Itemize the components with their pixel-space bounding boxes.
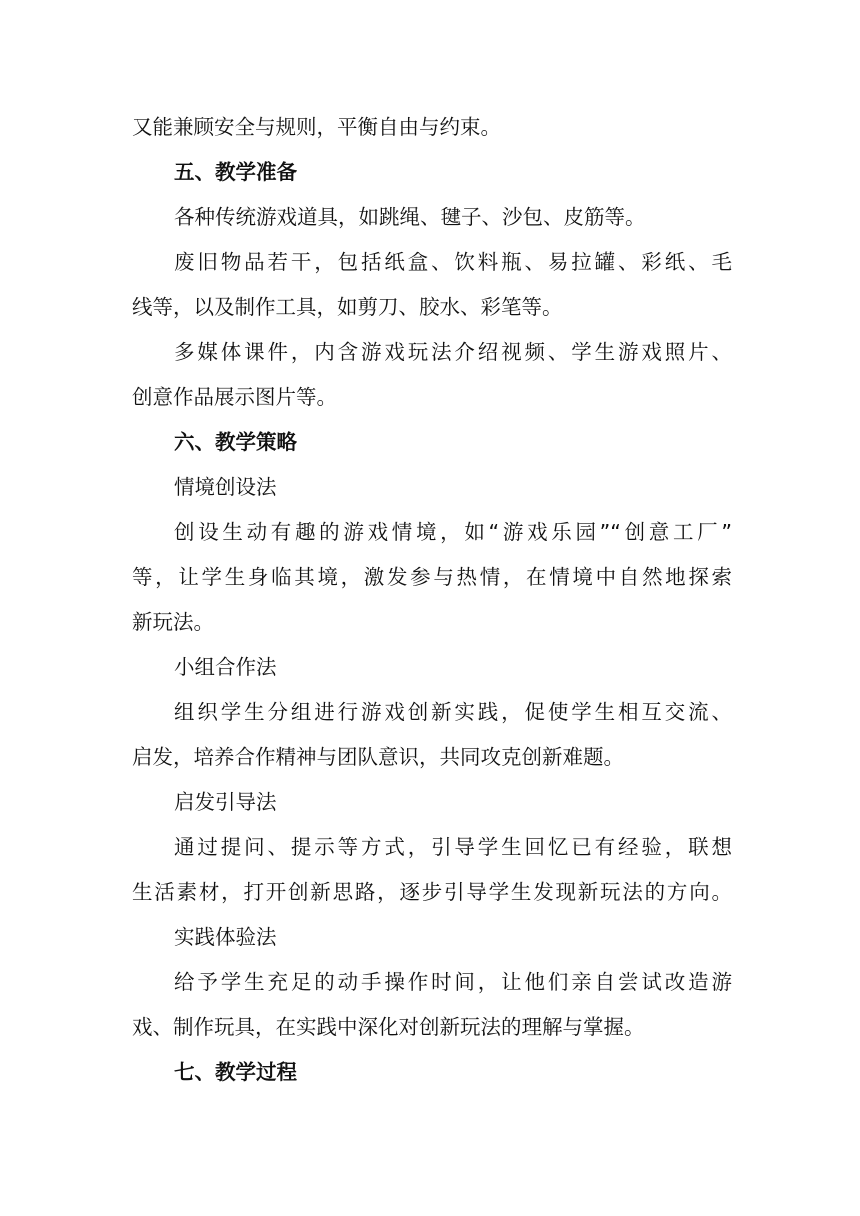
paragraph-line: 新玩法。 bbox=[132, 610, 214, 634]
section-heading: 五、教学准备 bbox=[174, 160, 297, 184]
paragraph-line: 等，让学生身临其境，激发参与热情，在情境中自然地探索 bbox=[132, 565, 732, 589]
paragraph-line: 线等，以及制作工具，如剪刀、胶水、彩笔等。 bbox=[132, 295, 563, 319]
paragraph-line: 生活素材，打开创新思路，逐步引导学生发现新玩法的方向。 bbox=[132, 880, 732, 904]
paragraph-line: 通过提问、提示等方式，引导学生回忆已有经验，联想 bbox=[174, 835, 732, 859]
paragraph-line: 戏、制作玩具，在实践中深化对创新玩法的理解与掌握。 bbox=[132, 1015, 645, 1039]
paragraph-line: 废旧物品若干，包括纸盒、饮料瓶、易拉罐、彩纸、毛 bbox=[174, 250, 732, 274]
section-heading: 七、教学过程 bbox=[174, 1060, 297, 1084]
paragraph-line: 各种传统游戏道具，如跳绳、毽子、沙包、皮筋等。 bbox=[174, 205, 646, 229]
paragraph-line: 多媒体课件，内含游戏玩法介绍视频、学生游戏照片、 bbox=[174, 340, 732, 364]
paragraph-line: 又能兼顾安全与规则，平衡自由与约束。 bbox=[132, 115, 501, 139]
section-heading: 六、教学策略 bbox=[174, 430, 297, 454]
paragraph-line: 创意作品展示图片等。 bbox=[132, 385, 337, 409]
paragraph-line: 组织学生分组进行游戏创新实践，促使学生相互交流、 bbox=[174, 700, 732, 724]
paragraph-line: 启发，培养合作精神与团队意识，共同攻克创新难题。 bbox=[132, 745, 624, 769]
subheading: 情境创设法 bbox=[174, 475, 277, 499]
paragraph-line: 创设生动有趣的游戏情境，如“游戏乐园”“创意工厂” bbox=[174, 520, 732, 544]
subheading: 小组合作法 bbox=[174, 655, 277, 679]
subheading: 实践体验法 bbox=[174, 925, 277, 949]
subheading: 启发引导法 bbox=[174, 790, 277, 814]
paragraph-line: 给予学生充足的动手操作时间，让他们亲自尝试改造游 bbox=[174, 970, 732, 994]
